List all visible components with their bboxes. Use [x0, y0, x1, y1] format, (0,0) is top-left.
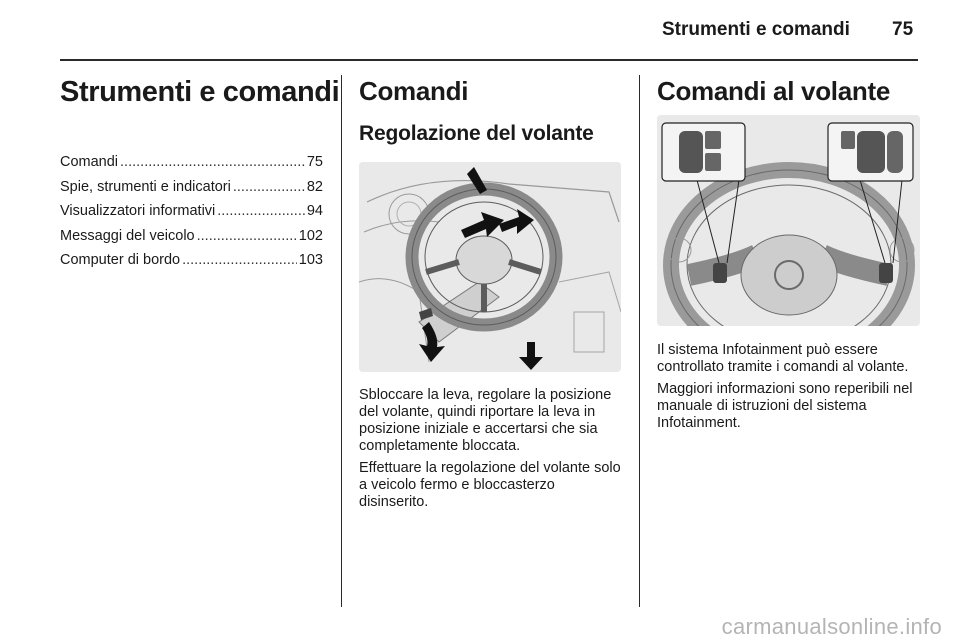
paragraph: Maggiori informazioni sono reperibili nel manuale di istruzioni del sistema Infotainment. [657, 381, 913, 431]
toc-leader-dots [197, 224, 297, 249]
steering-controls-section [657, 74, 920, 432]
section-subheading: Regolazione del volante [359, 122, 594, 145]
toc-entry[interactable] [60, 199, 323, 224]
column-divider-1 [341, 75, 342, 607]
toc-entry[interactable] [60, 150, 323, 175]
toc-leader-dots [120, 150, 305, 175]
paragraph: Sbloccare la leva, regolare la posizione del volante, quindi riportare la leva in posizione iniziale e accertarsi che sia completamente bloccata. [359, 387, 612, 454]
chapter-toc [60, 74, 340, 273]
toc-entry-label: Spie, strumenti e indicatori [60, 178, 231, 195]
toc-entry-label: Computer di bordo [60, 252, 181, 268]
toc-entry[interactable] [60, 224, 323, 249]
toc-leader-dots [217, 199, 305, 224]
toc-entry[interactable] [60, 175, 323, 200]
page-number: 75 [892, 19, 914, 40]
header-rule [60, 59, 918, 61]
paragraph: Effettuare la regolazione del volante solo a veicolo fermo e bloccasterzo disinserito. [359, 460, 621, 510]
page-header-title: Strumenti e comandi [662, 19, 850, 40]
steering-adjustment-section [359, 74, 621, 511]
toc-entry-page: 94 [306, 203, 323, 219]
toc-entry-page: 102 [298, 227, 323, 244]
toc-entry-label: Visualizzatori informativi [60, 203, 216, 219]
section-heading: Comandi [359, 76, 469, 106]
toc-list [60, 150, 323, 273]
toc-entry-label: Comandi [60, 154, 119, 170]
toc-entry-page: 82 [306, 178, 323, 195]
section-heading: Comandi al volante [657, 76, 890, 106]
steering-controls-figure [657, 115, 920, 326]
chapter-title: Strumenti e comandi [60, 76, 340, 108]
toc-entry-label: Messaggi del veicolo [60, 227, 195, 244]
toc-entry-page: 75 [306, 154, 323, 170]
column-divider-2 [639, 75, 640, 607]
steering-adjustment-figure [359, 162, 621, 372]
toc-leader-dots [182, 248, 297, 273]
toc-entry-page: 103 [298, 252, 323, 268]
toc-entry[interactable] [60, 248, 323, 273]
footer-watermark: carmanualsonline.info [721, 614, 942, 639]
toc-leader-dots [233, 175, 305, 200]
paragraph: Il sistema Infotainment può essere controllato tramite i comandi al volante. [657, 342, 909, 375]
